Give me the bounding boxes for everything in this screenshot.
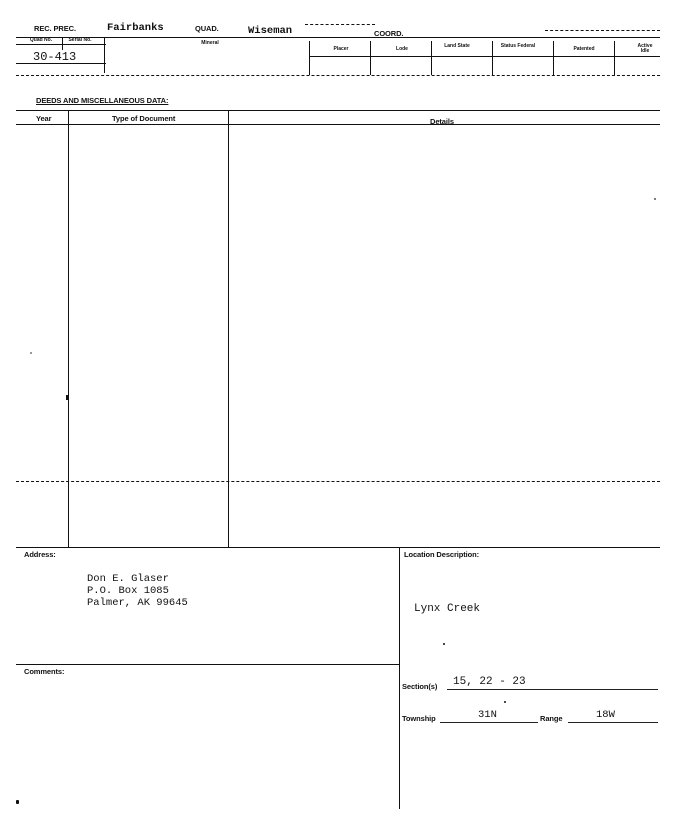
coord-label: COORD. — [374, 29, 404, 38]
land-state-label: Land State — [444, 43, 470, 49]
address-line-1: Don E. Glaser — [87, 573, 169, 585]
bottom-col-divider — [399, 547, 400, 809]
range-underline — [568, 722, 658, 723]
header-divider — [370, 41, 371, 75]
quad-label: QUAD. — [195, 24, 219, 33]
scan-speck — [30, 352, 32, 354]
address-line-3: Palmer, AK 99645 — [87, 597, 188, 609]
header-divider — [309, 41, 310, 75]
quad-serial-rule — [16, 44, 106, 45]
header-divider — [431, 41, 432, 75]
scan-speck — [443, 643, 445, 645]
col-year-header: Year — [36, 114, 52, 123]
header-rule-2 — [310, 56, 660, 57]
sections-value: 15, 22 - 23 — [453, 676, 526, 688]
scan-speck — [66, 395, 68, 400]
sections-label: Section(s) — [402, 682, 438, 691]
serial-no-label: Serial No. — [68, 37, 92, 43]
scan-speck — [504, 701, 506, 703]
placer-label: Placer — [333, 46, 349, 52]
deeds-bottom-rule — [16, 547, 660, 548]
township-value: 31N — [478, 709, 497, 721]
comments-label: Comments: — [24, 667, 65, 676]
location-label: Location Description: — [404, 550, 479, 559]
col-type-header: Type of Document — [112, 114, 176, 123]
header-divider — [104, 37, 105, 73]
deeds-mid-dash — [16, 481, 660, 482]
scan-speck — [16, 800, 19, 804]
sections-underline — [447, 689, 658, 690]
address-label: Address: — [24, 550, 56, 559]
header-bottom-dash — [16, 75, 660, 76]
township-underline — [440, 722, 538, 723]
range-label: Range — [540, 714, 563, 723]
header-rule — [16, 37, 660, 38]
range-value: 18W — [596, 709, 615, 721]
col-details-header: Details — [430, 117, 454, 126]
scan-speck — [654, 198, 656, 200]
deeds-header-rule — [16, 124, 660, 125]
rec-prec-value: Fairbanks — [107, 22, 164, 34]
location-value: Lynx Creek — [414, 603, 481, 615]
header-divider — [614, 41, 615, 75]
mineral-label: Mineral — [201, 40, 219, 46]
header-divider — [492, 41, 493, 75]
serial-underline — [16, 63, 106, 64]
deeds-top-rule — [16, 110, 660, 111]
serial-value: 30-413 — [33, 50, 77, 64]
header-top-dash-right — [545, 30, 660, 31]
status-federal-label: Status Federal — [500, 43, 536, 49]
deeds-title: DEEDS AND MISCELLANEOUS DATA: — [36, 96, 169, 105]
header-top-dash — [305, 24, 375, 25]
quad-value: Wiseman — [248, 25, 293, 37]
lode-label: Lode — [396, 46, 408, 52]
header-divider — [553, 41, 554, 75]
rec-prec-label: REC. PREC. — [34, 24, 76, 33]
comments-rule — [16, 664, 399, 665]
address-line-2: P.O. Box 1085 — [87, 585, 169, 597]
township-label: Township — [402, 714, 436, 723]
quad-no-label: Quad No. — [29, 37, 53, 43]
header-divider — [62, 37, 63, 50]
active-idle-label: Active Idle — [637, 43, 653, 54]
patented-label: Patented — [573, 46, 595, 52]
